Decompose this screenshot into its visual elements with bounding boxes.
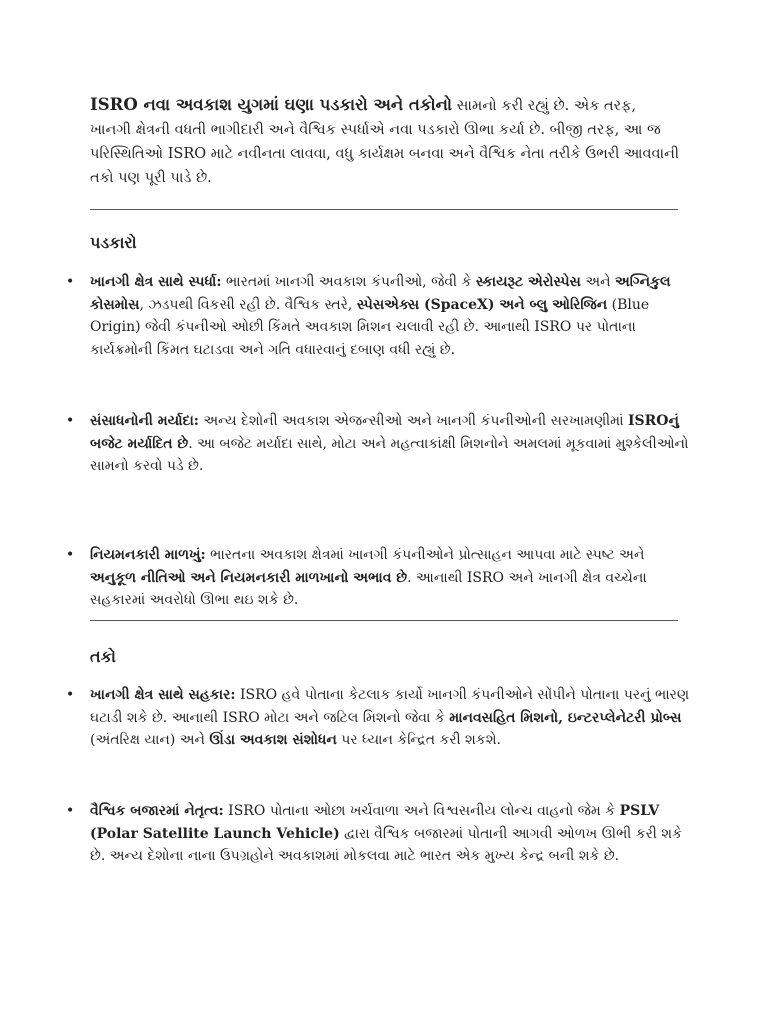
item-text: અન્ય દેશોની અવકાશ એજન્સીઓ અને ખાનગી કંપનીઓની સરખામણીમાં bbox=[198, 413, 628, 429]
opportunities-heading: તકો bbox=[90, 647, 116, 666]
item-text: દ્વારા વૈશ્વિક બજારમાં પોતાની આગવી ઓળખ ઊભી કરી શકે છે. અન્ય દેશોના નાના ઉપગ્રહોને અવકાશમાં મોકલવા માટે ભારત એક મુખ્ય કેન્દ્ર બની શકે છે. bbox=[90, 825, 682, 864]
item-bold-text: સ્પેસએક્સ (SpaceX) અને બ્લુ ઓરિજિન bbox=[356, 296, 608, 313]
list-item-private-competition bbox=[66, 271, 690, 361]
item-text: . આનાથી ISRO અને ખાનગી ક્ષેત્ર વચ્ચેના સહકારમાં અવરોધો ઊભા થઇ શકે છે. bbox=[90, 569, 647, 608]
intro-paragraph bbox=[90, 93, 680, 190]
horizontal-divider bbox=[90, 209, 678, 210]
bullet-icon: • bbox=[66, 803, 75, 819]
list-item-global-leadership bbox=[66, 800, 690, 868]
item-text: ભારતમાં ખાનગી અવકાશ કંપનીઓ, જેવી કે bbox=[221, 274, 476, 290]
bullet-icon: • bbox=[66, 547, 75, 563]
item-bold-text: ISROનું બજેટ મર્યાદિત છે bbox=[90, 413, 679, 452]
item-label: વૈશ્વિક બજારમાં નેતૃત્વ: bbox=[90, 803, 224, 819]
item-text: (Blue Origin) જેવી કંપનીઓ ઓછી કિંમતે અવકાશ મિશન ચલાવી રહી છે. આનાથી ISRO પર પોતાના કાર્યક્રમોની કિંમત ઘટાડવા અને ગતિ વધારવાનું દબાણ વધી રહ્યું છે. bbox=[90, 296, 650, 358]
horizontal-divider bbox=[90, 620, 678, 621]
item-text: ભારતના અવકાશ ક્ષેત્રમાં ખાનગી કંપનીઓને પ્રોત્સાહન આપવા માટે સ્પષ્ટ અને bbox=[205, 547, 645, 563]
item-bold-text: ઊંડા અવકાશ સંશોધન bbox=[209, 732, 337, 748]
item-label: ખાનગી ક્ષેત્ર સાથે સહકાર: bbox=[90, 687, 236, 703]
item-bold-text: અનુકૂળ નીતિઓ અને નિયમનકારી માળખાનો અભાવ છે bbox=[90, 569, 408, 586]
intro-text: સામનો કરી રહ્યું છે. એક તરફ, ખાનગી ક્ષેત્રની વધતી ભાગીદારી અને વૈશ્વિક સ્પર્ધાએ નવા પડકારો ઊભા કર્યા છે. બીજી તરફ, આ જ પરિસ્થિતિઓ ISRO માટે નવીનતા લાવવા, વધુ કાર્યક્ષમ બનવા અને વૈશ્વિક નેતા તરીકે ઉભરી આવવાની તકો પણ પૂરી પાડે છે. bbox=[90, 98, 680, 186]
item-text: . આ બજેટ મર્યાદા સાથે, મોટા અને મહત્વાકાંક્ષી મિશનોને અમલમાં મૂકવામાં મુશ્કેલીઓનો સામનો કરવો પડે છે. bbox=[90, 435, 689, 474]
item-text: પર ધ્યાન કેન્દ્રિત કરી શકશે. bbox=[336, 732, 501, 748]
item-text: અને bbox=[580, 274, 615, 290]
item-label: ખાનગી ક્ષેત્ર સાથે સ્પર્ધા: bbox=[90, 274, 222, 290]
list-item-regulatory-framework bbox=[66, 544, 690, 612]
item-label: નિયમનકારી માળખું: bbox=[90, 547, 206, 563]
bullet-icon: • bbox=[66, 274, 75, 290]
item-label: સંસાધનોની મર્યાદા: bbox=[90, 413, 199, 429]
bullet-icon: • bbox=[66, 413, 75, 429]
list-item-resource-limits bbox=[66, 410, 690, 478]
list-item-private-cooperation bbox=[66, 684, 690, 752]
item-bold-text: અગ્નિકુલ કોસમોસ bbox=[90, 274, 671, 313]
intro-bold-text: ISRO નવા અવકાશ યુગમાં ઘણા પડકારો અને તકોનો bbox=[90, 95, 453, 114]
item-bold-text: સ્કાયરૂટ એરોસ્પેસ bbox=[475, 274, 581, 290]
challenges-heading: પડકારો bbox=[90, 233, 137, 252]
item-text: (અંતરિક્ષ યાન) અને bbox=[90, 732, 210, 748]
item-text: , ઝડપથી વિકસી રહી છે. વૈશ્વિક સ્તરે, bbox=[139, 296, 357, 313]
bullet-icon: • bbox=[66, 687, 75, 703]
item-text: ISRO પોતાના ઓછા ખર્ચવાળા અને વિશ્વસનીય લોન્ચ વાહનો જેમ કે bbox=[223, 803, 620, 819]
item-bold-text: માનવસહિત મિશનો, ઇન્ટરપ્લેનેટરી પ્રોબ્સ bbox=[449, 709, 682, 726]
item-text: ISRO હવે પોતાના કેટલાક કાર્યો ખાનગી કંપનીઓને સોંપીને પોતાના પરનું ભારણ ઘટાડી શકે છે. આનાથી ISRO મોટા અને જટિલ મિશનો જેવા કે bbox=[90, 687, 690, 726]
item-bold-text: PSLV (Polar Satellite Launch Vehicle) bbox=[90, 803, 660, 842]
